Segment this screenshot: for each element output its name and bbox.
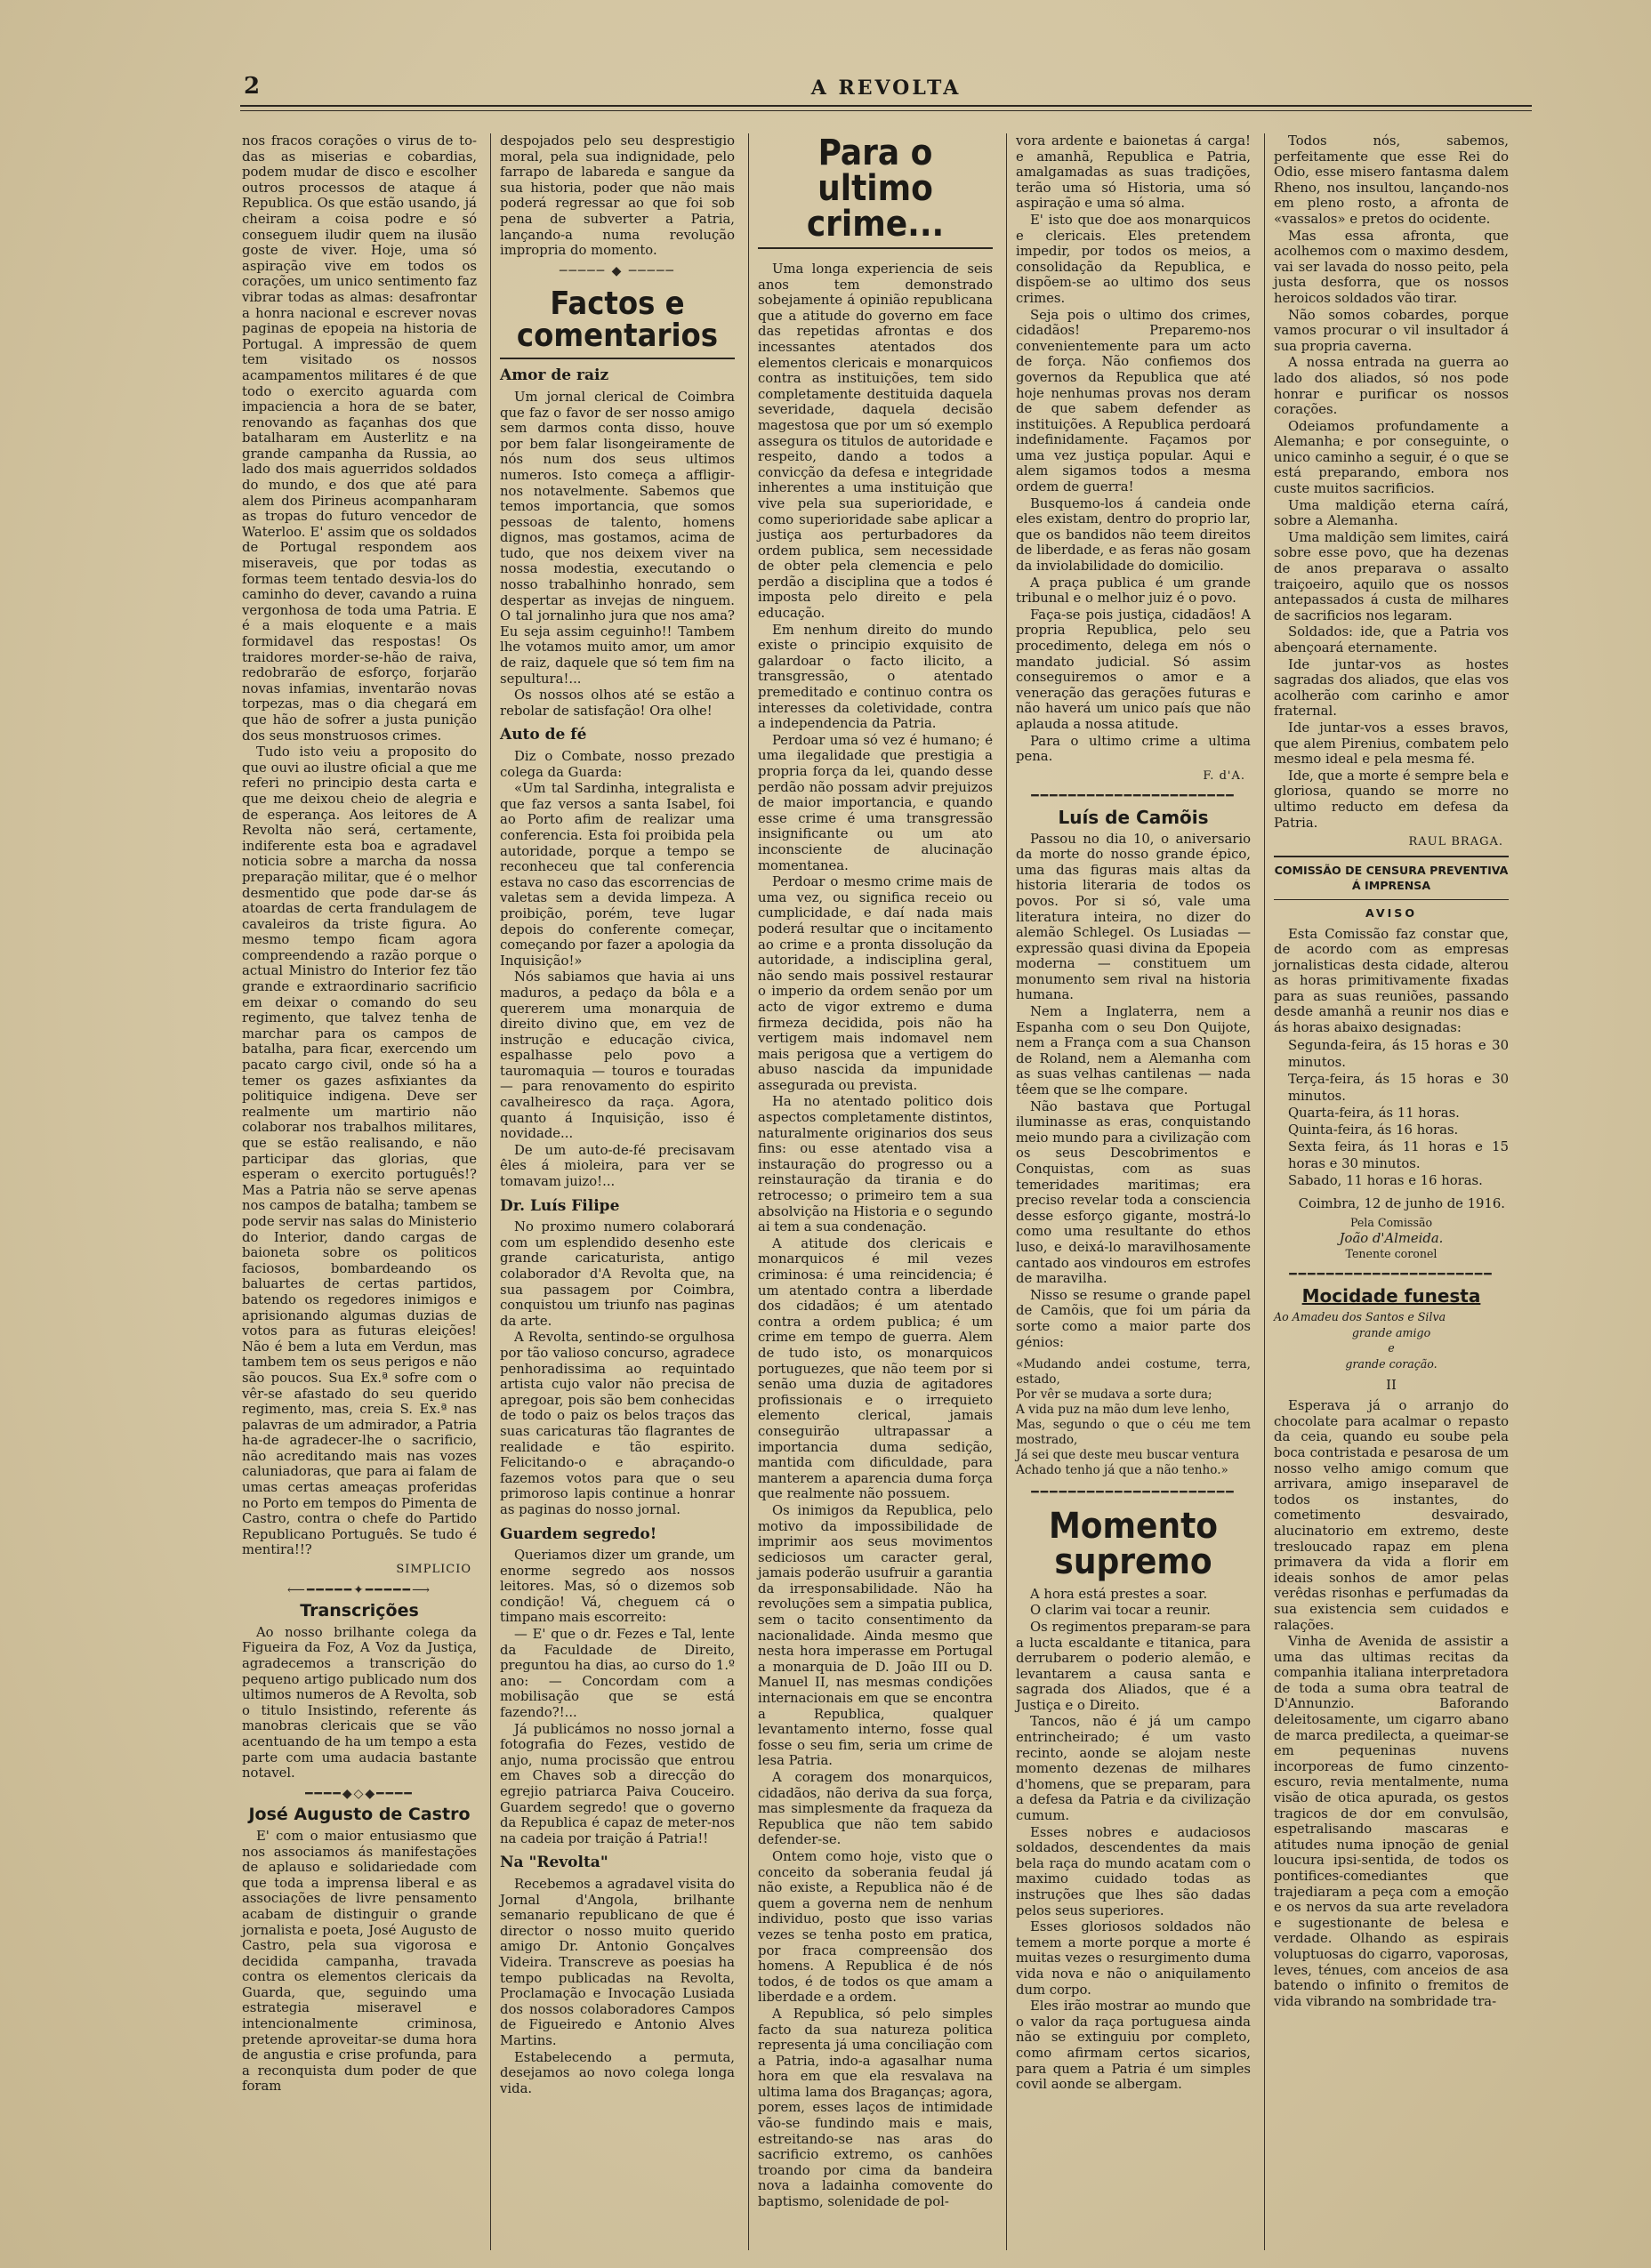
ornament-divider: ━━━━◆◇◆━━━━ [305, 1786, 414, 1801]
signature: F. d'A. [1203, 768, 1245, 783]
article-text: A atitude dos clericais e monarquicos é mil vezes criminosa: é uma reincidencia; é um atentado contra a liberdade dos cidadãos; é um atentado contra a ordem publica; é um crime em tempo de guerra. Alem de tudo isto, os monarquicos portuguezes, que não teem por si senão uma duzia de agitadores profissionais e o irrequieto elemento clerical, jamais conseguirão ultrapassar a importancia duma sedição, mantida com dificuldade, para manterem a aparencia duma força que realmente não possuem. [758, 1235, 993, 1502]
column-2 [500, 133, 735, 2097]
article-text: Esperava já o arranjo do chocolate para acalmar o repasto da ceia, quando eu soube pela boca contristada e pesarosa de um nosso velho amigo comum que arrivara, amigo inseparavel de todos os instantes, do cometimento desvairado, alucinatorio em extremo, deste tresloucado rapaz em plena primavera da vida a florir em ideais sonhos de amor pelas verêdas risonhas e perfumadas da sua existencia sem cuidados e ralações. [1274, 1398, 1509, 1633]
article-text: Passou no dia 10, o aniversario da morte do nosso grande épico, uma das figuras mais altas da historia literaria de todos os povos. Por si só, vale uma literatura inteira, no dizer do alemão Schlegel. Os Lusiadas — expressão quasi divina da Epopeia moderna — constituem um monumento sem rival na historia humana. [1016, 831, 1251, 1003]
article-text: A hora está prestes a soar. [1030, 1586, 1208, 1602]
subheading: Amor de raiz [500, 366, 609, 385]
verse-line: «Mudando andei costume, terra, estado, [1016, 1357, 1251, 1387]
article-text: A Republica, só pelo simples facto da sua natureza politica representa já uma conciliação com a Patria, indo-a agasalhar numa hora em que ela resvalava na ultima lama dos Braganças; agora, porem, esses laços de intimidade vão-se fundindo mais e mais, estreitando-se nas aras do sacrificio extremo, os canhões troando por cima da bandeira nova a ladainha comovente do baptismo, solenidade de pol- [758, 2006, 993, 2210]
article-text: Tancos, não é já um campo entrincheirado; é um vasto recinto, aonde se alojam neste momento dezenas de milhares d'homens, que se preparam, para a defesa da Patria e da civilização cumum. [1016, 1714, 1251, 1824]
column-divider [748, 133, 749, 2250]
article-text: Os regimentos preparam-se para a lucta escaldante e titanica, para derrubarem o poderio alemão, e levantarem a causa santa e sagrada dos Aliados, que é a Justiça e o Direito. [1016, 1619, 1251, 1713]
article-text: — E' que o dr. Fezes e Tal, lente da Faculdade de Direito, preguntou ha dias, ao curso do 1.º ano: — Concordam com a mobilisação que se está fazendo?!... [500, 1627, 735, 1721]
column-3 [758, 133, 993, 2211]
notice-box-header [1274, 856, 1509, 900]
article-text: Ide juntar-vos as hostes sagradas dos aliados, que elas vos acolherão com carinho e amor fraternal. [1274, 656, 1509, 720]
article-title: Para o ultimo crime... [758, 135, 993, 249]
schedule-item: Terça-feira, ás 15 horas e 30 minutos. [1288, 1071, 1509, 1104]
ornament-divider: ━━━━━━━━━━━━━━━━━━━━━━ [1031, 789, 1236, 804]
article-text: Uma maldição sem limites, cairá sobre esse povo, que ha dezenas de anos preparava o assalto traiçoeiro, aquilo que os nossos antepassados á custa de milhares de sacrificios nos legaram. [1274, 529, 1509, 623]
article-text: Faça-se pois justiça, cidadãos! A propria Republica, pelo seu procedimento, delega em nós o mandato judicial. Só assim conseguiremos o amor e a veneração das gerações futuras e não haverá um unico país que não aplauda a nossa atitude. [1016, 607, 1251, 732]
verse-line: A vida puz na mão dum leve lenho, [1016, 1403, 1230, 1418]
schedule-item: Sexta feira, ás 11 horas e 15 horas e 30 minutos. [1288, 1138, 1509, 1171]
verse-quote [1016, 1357, 1251, 1478]
article-text: Nem a Inglaterra, nem a Espanha com o seu Don Quijote, nem a França com a sua Chanson de Roland, nem a Alemanha com as suas velhas cantilenas — nada têem que se lhe compare. [1016, 1004, 1251, 1098]
subheading: Dr. Luís Filipe [500, 1196, 620, 1215]
article-text: Esses gloriosos soldados não temem a morte porque a morte é muitas vezes o resurgimento duma vida nova e não o aniquilamento dum corpo. [1016, 1919, 1251, 1998]
article-text: Esses nobres e audaciosos soldados, descendentes da mais bela raça do mundo acatam com o maximo cuidado todas as instruções que lhes são dadas pelos seus superiores. [1016, 1824, 1251, 1918]
article-text: A praça publica é um grande tribunal e o melhor juiz é o povo. [1016, 575, 1251, 607]
article-text: «Um tal Sardinha, integralista e que faz versos a santa Isabel, foi ao Porto afim de realizar uma conferencia. Esta foi proibida pela autoridade, porque a tempo se reconheceu que tal conferencia estava no caso das escorrencias de valetas sem a devida limpeza. A proibição, porém, teve lugar depois do conferente começar, começando por fazer a apologia da Inquisição!» [500, 781, 735, 969]
ornament-divider: ━━━━━━━━━━━━━━━━━━━━━━ [1289, 1267, 1494, 1283]
column-5 [1274, 133, 1509, 2010]
subheading: Auto de fé [500, 726, 587, 744]
schedule-item: Segunda-feira, ás 15 horas e 30 minutos. [1288, 1037, 1509, 1070]
article-text: Nisso se resume o grande papel de Camõis, que foi um pária da sorte como a maior parte dos génios: [1016, 1287, 1251, 1350]
article-text: Uma maldição eterna caírá, sobre a Alemanha. [1274, 497, 1509, 529]
notice-signatory-rank: Tenente coronel [1345, 1247, 1438, 1261]
signature: RAUL BRAGA. [1408, 835, 1503, 849]
article-text: Ha no atentado politico dois aspectos completamente distintos, naturalmente originarios dos seus fins: ou esse atentado visa a instauração do progresso ou a reinstauração da tirania e do retrocesso; o primeiro tem a sua absolvição na Historia e o segundo ai tem a sua condenação. [758, 1094, 993, 1235]
article-text: Perdoar uma só vez é humano; é uma ilegalidade que prestigia a propria força da lei, quando desse perdão não possam advir prejuizos de maior importancia, e quando esse crime é uma transgressão insignificante ou um ato inconsciente de alucinação momentanea. [758, 732, 993, 873]
section-heading: COMISSÃO DE CENSURA PREVENTIVA Á IMPRENSA [1274, 863, 1509, 893]
subheading: AVISO [1365, 905, 1418, 920]
article-text: O clarim vai tocar a reunir. [1030, 1603, 1211, 1619]
article-text: Para o ultimo crime a ultima pena. [1016, 733, 1251, 765]
schedule-item: Sabado, 11 horas e 16 horas. [1288, 1172, 1483, 1188]
article-text: Um jornal clerical de Coimbra que faz o favor de ser nosso amigo sem darmos conta disso, houve por bem falar lisongeiramente de nós num dos seus ultimos numeros. Isto começa a affligir-nos notavelmente. Sabemos que temos importancia, que somos pessoas de talento, homens dignos, mas gostamos, acima de tudo, que nos deixem viver na nossa modestia, executando o nosso trabalhinho honrado, sem despertar as invejas de ninguem. O tal jornalinho jura que nos ama? Eu seja assim ceguinho!! Tambem lhe votamos muito amor, um amor de raiz, daquele que só tem fim na sepultura!... [500, 389, 735, 687]
article-text: Ao nosso brilhante colega da Figueira da Foz, A Voz da Justiça, agradecemos a transcrição do pequeno artigo publicado num dos ultimos numeros de A Revolta, sob o titulo Insistindo, referente ás manobras clericais que se vão acentuando de ha um tempo a esta parte com uma audacia bastante notavel. [242, 1624, 477, 1781]
article-text: Ontem como hoje, visto que o conceito da soberania feudal já não existe, a Republica não é de quem a governa nem de nenhum individuo, posto que isso varias vezes se tenha posto em pratica, por fraca compreensão dos homens. A Republica é de nós todos, é de todos os que amam a liberdade e a ordem. [758, 1848, 993, 2006]
section-heading: Transcrições [300, 1601, 419, 1621]
schedule-item: Quarta-feira, ás 11 horas. [1288, 1105, 1460, 1121]
subheading: Guardem segredo! [500, 1524, 657, 1543]
dedication: grande amigo [1351, 1325, 1431, 1339]
schedule-item: Quinta-feira, ás 16 horas. [1288, 1122, 1459, 1138]
article-text: Os nossos olhos até se estão a rebolar de satisfação! Ora olhe! [500, 688, 735, 719]
article-text: Ide juntar-vos a esses bravos, que alem Pirenius, combatem pelo mesmo ideal e pela mesma fé. [1274, 720, 1509, 768]
column-divider [490, 133, 491, 2250]
dedication: grande coração. [1345, 1357, 1438, 1371]
article-text: Queriamos dizer um grande, um enorme segredo aos nossos leitores. Mas, só o dizemos sob condição! Vá, cheguem cá o timpano mais escorreito: [500, 1548, 735, 1626]
article-text: Não bastava que Portugal iluminasse as eras, conquistando meio mundo para a civilização com os seus Descobrimentos e Conquistas, com as suas temeridades maritimas; era preciso revelar toda a consciencia desse esforço gigante, mostrá-lo como uma resultante do ethos luso, e deixá-lo maravilhosamente cantado aos vindouros em estrofes de maravilha. [1016, 1098, 1251, 1287]
notice-date: Coimbra, 12 de junho de 1916. [1298, 1195, 1505, 1211]
article-text: A Revolta, sentindo-se orgulhosa por tão valioso concurso, agradece penhoradissima ao requintado artista cujo valor não precisa de apregoar, pois são bem conhecidas de todo o paiz os belos traços das suas caricaturas tão flagrantes de realidade e tão espirito. Felicitando-o e abraçando-o fazemos votos para que o seu primoroso lapis continue a honrar as paginas do nosso jornal. [500, 1330, 735, 1517]
article-text: No proximo numero colaborará com um esplendido desenho este grande caricaturista, antigo colaborador d'A Revolta que, na sua passagem por Coimbra, conquistou um triunfo nas paginas da arte. [500, 1219, 735, 1329]
header-rule-thin [240, 110, 1532, 111]
ornament-divider: ⟵━━━━━✦━━━━━⟶ [286, 1582, 432, 1597]
subheading: Na "Revolta" [500, 1854, 608, 1872]
page-number: 2 [244, 73, 261, 100]
newspaper-name: A REVOLTA [810, 76, 962, 100]
article-text: Estabelecendo a permuta, desejamos ao novo colega longa vida. [500, 2049, 735, 2096]
verse-line: Mas, segundo o que o céu me tem mostrado, [1016, 1418, 1251, 1448]
signature: SIMPLICIO [396, 1563, 471, 1577]
schedule-list [1288, 1037, 1509, 1189]
section-title: Factos e comentarios [500, 288, 735, 359]
part-numeral: II [1386, 1377, 1397, 1393]
article-text: Os inimigos da Republica, pelo motivo da impossibilidade de imprimir aos seus movimentos sediciosos um caracter geral, jamais poderão usufruir a garantia da irresponsabilidade. Não ha revoluções sem a simpatia publica, sem o tacito consentimento da nacionalidade. Ainda mesmo que nesta hora imperasse em Portugal a monarquia de D. João III ou D. Manuel II, nas mesmas condições internacionais em que se encontra a Republica, qualquer levantamento interno, fosse qual fosse o seu fim, seria um crime de lesa Patria. [758, 1502, 993, 1769]
article-text: Seja pois o ultimo dos crimes, cidadãos! Preparemo-nos convenientemente para um acto de força. Não confiemos dos governos da Republica que até hoje nenhumas provas nos deram de que sabem defender as instituições. A Republica perdoará indefinidamente. Façamos por uma vez justiça popular. Aqui e alem sigamos todos a mesma ordem de guerra! [1016, 307, 1251, 495]
verse-line: Achado tenho já que a não tenho.» [1016, 1463, 1228, 1478]
article-text: Em nenhum direito do mundo existe o principio exquisito de galardoar o facto ilicito, a transgressão, o atentado premeditado e continuo contra os interesses da coletividade, contra a independencia da Patria. [758, 622, 993, 732]
article-text: A coragem dos monarquicos, cidadãos, não deriva da sua força, mas simplesmente da fraqueza da Republica que não tem sabido defender-se. [758, 1770, 993, 1848]
column-1 [242, 133, 477, 2095]
ornament-divider: ━━━━━━━━━━━━━━━━━━━━━━ [1031, 1485, 1236, 1500]
article-text: Soldados: ide, que a Patria vos abençoará eternamente. [1274, 624, 1509, 655]
article-text: Não somos cobardes, porque vamos procurar o vil insultador á sua propria caverna. [1274, 307, 1509, 354]
article-text: De um auto-de-fé precisavam êles á mioleira, para ver se tomavam juizo!... [500, 1142, 735, 1190]
verse-line: Por vêr se mudava a sorte dura; [1016, 1387, 1212, 1403]
article-title: Momento supremo [1048, 1505, 1219, 1582]
masthead [240, 73, 1532, 101]
section-heading: Luís de Camõis [1058, 806, 1209, 828]
dedication: Ao Amadeu dos Santos e Silva [1274, 1310, 1446, 1324]
dedication: e [1388, 1341, 1395, 1355]
article-text: Nós sabiamos que havia ai uns maduros, a pedaço da bôla e a quererem uma monarquia de direito divino que, em vez de instrução e educação civica, espalhasse pelo povo a tauromaquia — touros e touradas — para renovamento do espirito cavalheiresco da raça. Agora, quanto á Inquisição, isso é novidade... [500, 969, 735, 1142]
article-text: Vinha de Avenida de assistir a uma das ultimas recitas da companhia italiana interpretadora de toda a suma obra teatral de D'Annunzio. Baforando deleitosamente, um cigarro abano de marca predilecta, a queimar-se em pequeninas nuvens incorporeas de fumo cinzento-escuro, revia mentalmente, numa visão de otica apurada, os gestos tragicos de dor em convulsão, espetralisando mascaras e atitudes numa ipnoção de genial loucura ipsi-sentida, de todos os pontifices-comediantes que trajediaram a peça com a emoção e os nervos da sua arte reveladora e sugestionante de belesa e verdade. Olhando as espirais voluptuosas do cigarro, vaporosas, leves, ténues, com anceios de asa batendo o infinito o fremitos de vida vibrando na sombridade tra- [1274, 1634, 1509, 2009]
article-text: vora ardente e baionetas á carga! e amanhã, Republica e Patria, amalgamadas as suas tradições, terão uma só Historia, uma só aspiração e uma só alma. [1016, 133, 1251, 212]
article-text: Odeiamos profundamente a Alemanha; e por conseguinte, o unico caminho a seguir, é o que se está preparando, embora nos custe muitos sacrificios. [1274, 418, 1509, 497]
article-text: E' isto que doe aos monarquicos e clericais. Eles pretendem impedir, por todos os meios, a consolidação da Republica, e dispõem-se ao ultimo dos seus crimes. [1016, 212, 1251, 306]
notice-text: Esta Comissão faz constar que, de acordo com as empresas jornalisticas desta cidade, alterou as horas primitivamente fixadas para as suas reuniões, passando desde amanhã a reunir nos dias e ás horas abaixo designadas: [1274, 926, 1509, 1036]
article-text: E' com o maior entusiasmo que nos associamos ás manifestações de aplauso e solidariedade com que toda a imprensa liberal e as associações de livre pensamento acabam de distinguir o grande jornalista e poeta, José Augusto de Castro, pela sua vigorosa e decidida campanha, travada contra os elementos clericais da Guarda, que, seguindo uma estrategia miseravel e intencionalmente criminosa, pretende aproveitar-se duma hora de angustia e crise profunda, para a reconquista dum poder de que foram [242, 1828, 477, 2095]
article-text: Eles irão mostrar ao mundo que o valor da raça portuguesa ainda não se extinguiu por completo, como afirmam certos sicarios, para quem a Patria é um simples covil aonde se albergam. [1016, 1999, 1251, 2093]
notice-signatory-label: Pela Comissão [1349, 1216, 1433, 1230]
column-divider [1264, 133, 1265, 2250]
section-heading: Mocidade funesta [1301, 1284, 1481, 1307]
article-text: Já publicámos no nosso jornal a fotografia do Fezes, vestido de anjo, numa procissão que entrou em Chaves sob a direcção do egrejio patriarca Paiva Couceiro. Guardem segredo! que o governo da Republica é capaz de meter-nos na cadeia por traição á Patria!! [500, 1721, 735, 1846]
article-text: Perdoar o mesmo crime mais de uma vez, ou significa receio ou cumplicidade, e daí nada mais poderá resultar que o incitamento ao crime e a pronta dissolução da autoridade, a indisciplina geral, não sendo mais possivel restaurar o imperio da ordem senão por um acto de vigor extremo e duma firmeza decidida, pois não ha vertigem mais indomavel nem mais perigosa que a vertigem do abuso nascida da impunidade assegurada ou prevista. [758, 874, 993, 1093]
article-text: Uma longa experiencia de seis anos tem demonstrado sobejamente á opinião republicana que a atitude do governo em face das repetidas afrontas e dos incessantes atentados dos elementos clericais e monarquicos contra as instituições, tem sido completamente destituida daquela severidade, daquela decisão magestosa que por um só exemplo assegura os titulos de autoridade e respeito, dando a todos a convicção da defesa e integridade inherentes a uma instituição que vive pela sua superioridade, e como superioridade sabe aplicar a justiça aos perturbadores da ordem publica, sem necessidade de obter pela clemencia e pelo perdão a disciplina que a todos é imposta pelo direito e pela educação. [758, 261, 993, 622]
article-text: Tudo isto veiu a proposito do que ouvi ao ilustre oficial a que me referi no principio desta carta e que me deixou cheio de alegria e de esperança. Aos leitores de A Revolta não será, certamente, indiferente esta boa e agradavel noticia sobre a marcha da nossa preparação militar, que é o melhor desmentido que pode dar-se ás atoardas de certa frandulagem de cavaleiros da triste figura. Ao mesmo tempo ficam agora compreendendo a razão porque o actual Ministro do Interior fez tão grande e extraordinario sacrificio em deixar o comando do seu regimento, que talvez tenha de marchar para os campos de batalha, para ficar, exercendo um pacato cargo civil, onde só ha a temer os gazes asfixiantes da politiquice indigena. Deve ser realmente um martirio não colaborar nos trabalhos militares, que se estão realisando, e não participar das glorias, que esperam o exercito português!? Mas a Patria não se serve apenas nos campos de batalha; tambem se pode servir nas salas do Ministerio do Interior, dando cargas de baioneta sobre os politicos faciosos, bombardeando os baluartes de certas partidos, batendo os regedores inimigos e aprisionando algumas duzias de votos para as futuras eleições! Não é bem a luta em Verdun, mas tambem tem os seus perigos e não são poucos. Sua Ex.ª sofre com o vêr-se afastado do seu querido regimento, mas, creia S. Ex.ª nas palavras de um admirador, a Patria ha-de agradecer-lhe o sacrificio, não acreditando mais nas vozes caluniadoras, que para ai falam de umas certas ameaças proferidas no Porto em tempos do Pimenta de Castro, contra o chefe do Partido Republicano Português. Se tudo é mentira!!? [242, 744, 477, 1558]
ornament-divider: ───── ◆ ───── [560, 263, 675, 278]
article-text: despojados pelo seu desprestigio moral, pela sua indignidade, pelo farrapo de labareda e sangue da sua historia, poder que não mais poderá regressar ao que foi sob pena de subverter a Patria, lançando-a numa revolução impropria do momento. [500, 133, 735, 259]
article-text: Busquemo-los á candeia onde eles existam, dentro do proprio lar, que os bandidos não teem direitos de liberdade, e as feras não gosam da inviolabilidade do domicilio. [1016, 495, 1251, 575]
article-text: nos fracos corações o virus de to-das as miserias e cobardias, podem mudar de disco e escolher outros processos de ataque á Republica. Os que estão usando, já cheiram a coisa podre e só conseguem iludir quem na ilusão goste de viver. Hoje, uma só aspiração vive em todos os corações, um unico sentimento faz vibrar todas as almas: desafrontar a honra nacional e escrever novas paginas de epopeia na historia de Portugal. A impressão de quem tem visitado os nossos acampamentos militares é de que todo o exercito aguarda com impaciencia a hora de se bater, renovando as façanhas dos que batalharam em Austerlitz e na grande campanha da Russia, ao lado dos mais aguerridos soldados do mundo, e dos que até para alem dos Pirineus acompanharam as tropas do futuro vencedor de Waterloo. E' assim que os soldados de Portugal respondem aos miseraveis, que por todas as formas teem tentado desvia-los do caminho do dever, cavando a ruina vergonhosa de toda uma Patria. E é a mais eloquente e a mais formidavel das respostas! Os traidores morder-se-hão de raiva, redobrarão de esforço, forjarão novas infamias, inventarão novas torpezas, mas o dia chegará em que hão de sofrer a justa punição dos seus monstruosos crimes. [242, 133, 477, 744]
column-divider [1006, 133, 1007, 2250]
article-text: Recebemos a agradavel visita do Jornal d'Angola, brilhante semanario republicano de que é director o nosso muito querido amigo Dr. Antonio Gonçalves Videira. Transcreve as poesias ha tempo publicadas na Revolta, Proclamação e Invocação Lusiada dos nossos colaboradores Campos de Figueiredo e Antonio Alves Martins. [500, 1876, 735, 2048]
article-text: Ide, que a morte é sempre bela e gloriosa, quando se morre no ultimo reducto em defesa da Patria. [1274, 768, 1509, 831]
article-text: Todos nós, sabemos, perfeitamente que esse Rei do Odio, esse misero fantasma dalem Rheno, nos insultou, lançando-nos em pleno rosto, a afronta de «vassalos» e pretos do ocidente. [1274, 133, 1509, 227]
article-text: A nossa entrada na guerra ao lado dos aliados, só nos pode honrar e purificar os nossos corações. [1274, 355, 1509, 418]
article-text: Diz o Combate, nosso prezado colega da Guarda: [500, 749, 735, 780]
verse-line: Já sei que deste meu buscar ventura [1016, 1448, 1240, 1463]
notice-signatory-name: João d'Almeida. [1339, 1230, 1444, 1246]
section-heading: José Augusto de Castro [248, 1805, 471, 1825]
column-4 [1016, 133, 1251, 2094]
header-rule [240, 105, 1532, 107]
article-text: Mas essa afronta, que acolhemos com o maximo desdem, vai ser lavada do nosso peito, pela justa desforra, que os nossos heroicos soldados vão tirar. [1274, 228, 1509, 306]
